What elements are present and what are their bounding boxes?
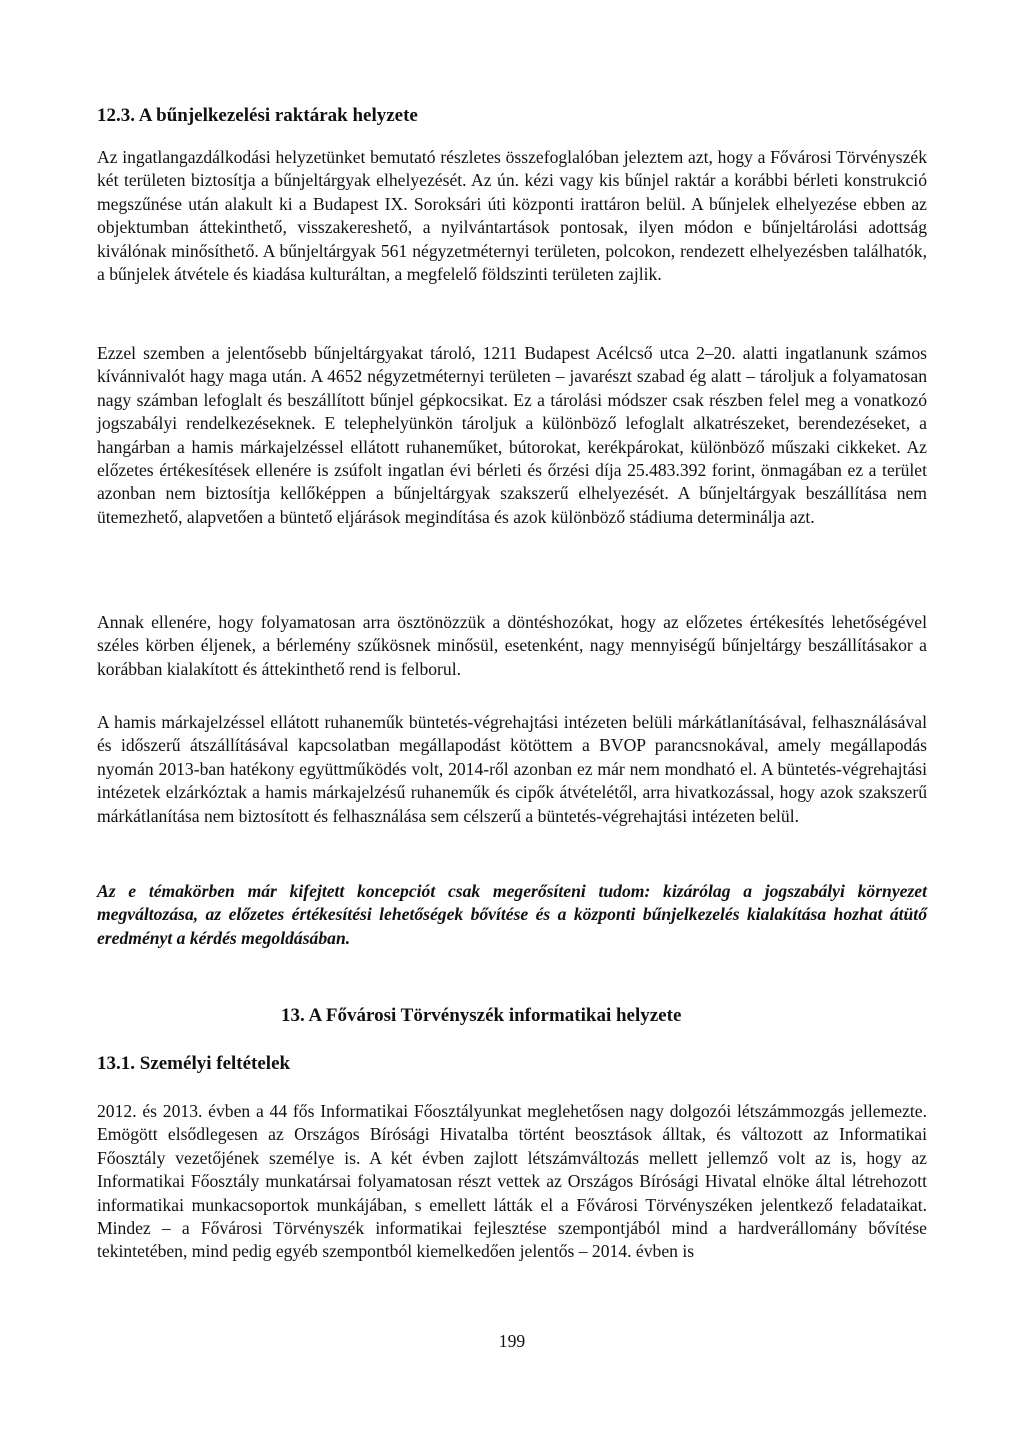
paragraph-warehouse-large: Ezzel szemben a jelentősebb bűnjeltárgyakat tároló, 1211 Budapest Acélcső utca 2–20. alatti ingatlanunk számos kívánnivalót hagy maga után. A 4652 négyzetméternyi területen – javarészt szabad ég alatt – tároljuk a folyamatosan nagy számban lefoglalt és beszállított bűnjel gépkocsikat. Ez a tárolási módszer csak részben felel meg a vonatkozó jogszabályi rendelkezéseknek. E telephelyünkön tároljuk a különböző lefoglalt alkatrészeket, berendezéseket, a hangárban a hamis márkajelzéssel ellátott ruhaneműket, bútorokat, kerékpárokat, különböző műszaki cikkeket. Az előzetes értékesítések ellenére is zsúfolt ingatlan évi bérleti és őrzési díja 25.483.392 forint, önmagában ez a terület azonban nem biztosítja kellőképpen a bűnjeltárgyak szakszerű elhelyezését. A bűnjeltárgyak beszállítása nem ütemezhető, alapvetően a büntető eljárások megindítása és azok különböző stádiuma determinálja azt.: [97, 343, 927, 527]
chapter-heading: 13. A Fővárosi Törvényszék informatikai helyzete: [281, 1005, 682, 1026]
subsection-heading: 13.1. Személyi feltételek: [97, 1053, 291, 1074]
page-number: 199: [498, 1331, 526, 1351]
paragraph-pre-sale: Annak ellenére, hogy folyamatosan arra ösztönözzük a döntéshozókat, hogy az előzetes értékesítés lehetőségével széles körben éljenek, a bérlemény szűkösnek minősül, esetenként, nagy mennyiségű bűnjeltárgy beszállításakor a korábban kialakított és áttekinthető rend is felborul.: [97, 612, 927, 679]
paragraph-bvop-agreement: A hamis márkajelzéssel ellátott ruhaneműk büntetés-végrehajtási intézeten belüli márkátlanításával, felhasználásával és időszerű átszállításával kapcsolatban megállapodást kötöttem a BVOP parancsnokával, amely megállapodás nyomán 2013-ban hatékony együttműködés volt, 2014-ről azonban ez már nem mondható el. A büntetés-végrehajtási intézetek elzárkóztak a hamis márkajelzésű ruhaneműk és cipők átvételétől, arra hivatkozással, hogy azok szakszerű márkátlanítása nem biztosított és felhasználása sem célszerű a büntetés-végrehajtási intézeten belül.: [97, 712, 927, 826]
emphasis-paragraph: Az e témakörben már kifejtett koncepciót csak megerősíteni tudom: kizárólag a jogszabályi környezet megváltozása, az előzetes értékesítési lehetőségek bővítése és a központi bűnjelkezelés kialakítása hozhat átütő eredményt a kérdés megoldásában.: [97, 881, 927, 948]
document-page: [97, 0, 927, 1449]
section-heading: 12.3. A bűnjelkezelési raktárak helyzete: [97, 105, 418, 126]
paragraph-warehouse-small: Az ingatlangazdálkodási helyzetünket bemutató részletes összefoglalóban jeleztem azt, hogy a Fővárosi Törvényszék két területen biztosítja a bűnjeltárgyak elhelyezését. Az ún. kézi vagy kis bűnjel raktár a korábbi bérleti konstrukció megszűnése után alakult ki a Budapest IX. Soroksári úti központi irattáron belül. A bűnjelek elhelyezése ebben az objektumban áttekinthető, visszakereshető, a nyilvántartások pontosak, ilyen módon e bűnjeltárolási adottság kiválónak minősíthető. A bűnjeltárgyak 561 négyzetméternyi területen, polcokon, rendezett elhelyezésben találhatók, a bűnjelek átvétele és kiadása kulturáltan, a megfelelő földszinti területen zajlik.: [97, 147, 927, 285]
paragraph-it-staff: 2012. és 2013. évben a 44 fős Informatikai Főosztályunkat meglehetősen nagy dolgozói létszámmozgás jellemezte. Emögött elsődlegesen az Országos Bírósági Hivatalba történt beosztások álltak, és változott az Informatikai Főosztály vezetőjének személye is. A két évben zajlott létszámváltozás mellett jellemző volt az is, hogy az Informatikai Főosztály munkatársai folyamatosan részt vettek az Országos Bírósági Hivatal elnöke által létrehozott informatikai munkacsoportok munkájában, s emellett látták el a Fővárosi Törvényszéken jelentkező feladataikat. Mindez – a Fővárosi Törvényszék informatikai fejlesztése szempontjából mind a hardverállomány bővítése tekintetében, mind pedig egyéb szempontból kiemelkedően jelentős – 2014. évben is: [97, 1101, 927, 1262]
